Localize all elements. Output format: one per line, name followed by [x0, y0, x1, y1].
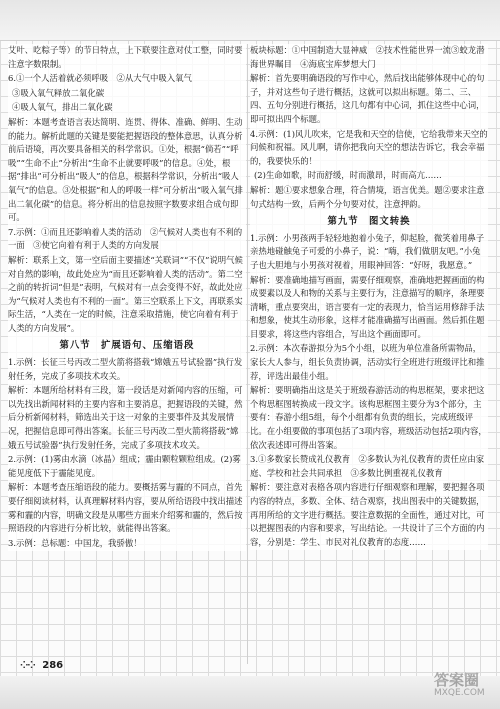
analysis-paragraph: 解析：联系上文，第一空后面主要描述“关联词”“不仅”说明气候对自然的影响，故此处应为“而且还影响着人类的活动”。第二空之前的转折词“但是”表明，气候对有一点会变得不好，故此处应为“气候对人类也有不利的一面”。第三空联系上下文，再联系实际生活，“人类在一定的时候，注意采取措施，使它向着有利于人类的方向发展”。	[8, 254, 243, 333]
answer-line: 3.①多数家长赞成礼仪教育 ②多数认为礼仪教育的责任应由家庭、学校和社会共同承担 ③多数比例重视礼仪教育	[250, 454, 485, 478]
top-margin-band	[0, 0, 500, 41]
watermark-logo	[434, 672, 494, 706]
analysis-paragraph: 解析：题①要求想象合理，符合情境，语言优美。题②要求注意句式结构一致，后两个分句要对仗，注意押韵。	[250, 184, 485, 209]
decorative-dots-icon: ⁘⁘	[20, 660, 35, 671]
page-footer	[20, 660, 63, 671]
answer-line: 1.示例：小男孩两手轻轻地抱着小兔子，仰起脸，微笑着用鼻子亲热地碰触兔子可爱的小鼻子，说：“嗨，我们做朋友吧。”小兔子也大胆地与小男孩对视着，用眼神回答：“好呀，我愿意。”	[250, 232, 485, 270]
answer-line: 板块标题：①中国制造大显神威 ②技术性能世界一流③蛟龙潜海世界瞩目 ④海底宝库梦想大门	[250, 45, 485, 69]
answer-line: 2.示例：本次春游拟分为5个小组，以班为单位准备所需物品，家长大人参与，组长负责协调，活动实行全班进行班级评比和推荐，评选出最佳小组。	[250, 343, 485, 381]
bottom-margin-band	[0, 676, 500, 709]
analysis-paragraph: 解析：要准确地描写画面，需要仔细观察，准确地把握画面的构成要素以及人和物的关系与主要行为，注意描写的顺序，条理要清晰，重点要突出，语言要有一定的表现力，恰当运用修辞手法和想象，使其生动形象，这样才能准确描写出画面。然后抓住题目要求，将这些内容组合，写出这个画面即可。	[250, 274, 485, 339]
analysis-paragraph: 解析：要注意对表格各项内容进行仔细观察和理解，要把握各项内容的特点，多数、全体、结合观察，找出图表中的关键数据，再用所给的文字进行概括。要注意数据的全面性，通过对比，可以把握图表的内容和要求，写出结论。一共设计了三个方面的内容，分别是：学生、市民对礼仪教育的态度……	[250, 482, 485, 547]
analysis-paragraph: 解析：本题考查语言表达简明、连贯、得体、准确、鲜明、生动的能力。解析此题的关键是要能把握语段的整体意思，认真分析前后语境，再次要具备相关的科学常识。①处，根据“倘若”“呼吸”“生命不止”分析出“生命不止就要呼吸”的信息。④处，根据“排出”可分析出“吸人”的信息，根据科学常识，分析出“吸人氧气”的信息。③处根据“和人的呼吸一样”可分析出“吸入氧气排出二氧化碳”的信息。将分析出的信息按照字数要求组合成句即可。	[8, 116, 243, 223]
answer-line: (2)生命如歌，时而舒缓，时而激昂，时而高亢……	[254, 170, 442, 181]
left-column	[8, 44, 246, 551]
answer-line: ④吸人氧气，排出二氧化碳	[12, 102, 113, 113]
column-divider	[247, 44, 248, 664]
analysis-paragraph: 解析：本题所给材料有三段，第一段话是对新闻内容的压缩，可以先找出新闻材料的主要内容和主要消息，把握语段的关键，然后分析新闻材料，筛选出关于这一对象的主要事件及其发展情况，把握信息即可得出答案。长征三号丙改二型火箭将搭载“嫦娥五号试验器”执行发射任务，完成了多项技术攻关。	[8, 385, 243, 450]
answer-line: 艾叶、吃粽子等）的节日特点，上下联要注意对仗工整，同时要注意字数限制。	[8, 45, 243, 69]
answer-line: 6.①一个人活着就必须呼吸 ②从大气中吸入氧气	[8, 73, 192, 84]
right-column	[250, 44, 488, 550]
analysis-paragraph: 解析：要明确指出这是关于班级春游活动的构思框架，要求把这个构思框图转换成一段文字。该构思框图主要分为3个部分，主要有：春游小组5组，每个小组都有负责的组长，完成班级评比。在小组要做的事项包括了3项内容，班级活动包括2项内容，依次表述即可得出答案。	[250, 385, 487, 450]
section-heading: 第八节 扩展语句、压缩语段	[59, 340, 195, 352]
section-heading: 第九节 图文转换	[327, 216, 411, 228]
answer-line: ③吸入氧气释放二氧化碳	[12, 87, 105, 98]
page-number: 286	[42, 660, 64, 671]
answer-line: 2.示例：(1)雾由水滴（冰晶）组成；霾由颗粒颗粒组成。(2)雾能见度低下于霾能见度。	[8, 454, 241, 478]
analysis-paragraph: 解析：首先要明确语段的写作中心，然后找出能够体现中心的句子，并对这些句子进行概括，这就可以拟出标题。第二、三、四、五句分别进行概括，这几句都有中心词，抓住这些中心词，即可拟出四个标题。	[250, 73, 485, 124]
watermark-text: 答案圈	[434, 671, 480, 689]
watermark-url: MXQE.COM	[434, 688, 485, 698]
analysis-paragraph: 解析：本题考查压缩语段的能力。要概括雾与霾的不同点，首先要仔细阅读材料，认真理解材料内容，要从所给语段中找出描述雾和霾的内容，明确文段是从哪些方面来介绍雾和霾的，然后按照语段的内容进行分析比较，就能得出答案。	[8, 482, 243, 534]
answer-line: 1.示例：长征三号丙改二型火箭将搭载“嫦娥五号试验器”执行发射任务，完成了多项技术攻关。	[8, 357, 243, 381]
answer-line: 3.示例：总标题：中国龙，我骄傲！	[8, 537, 142, 548]
answer-line: 7.示例：①而且还影响着人类的活动 ②气候对人类也有不利的一面 ③使它向着有利于人类的方向发展	[8, 226, 243, 251]
answer-line: 4.示例：(1)风儿吹来，它是我和天空的信使，它给我带来天空的问候和祝福。风儿啊，请你把我向天空的想法告诉它，我会幸福的，我要快乐的！	[250, 128, 488, 166]
